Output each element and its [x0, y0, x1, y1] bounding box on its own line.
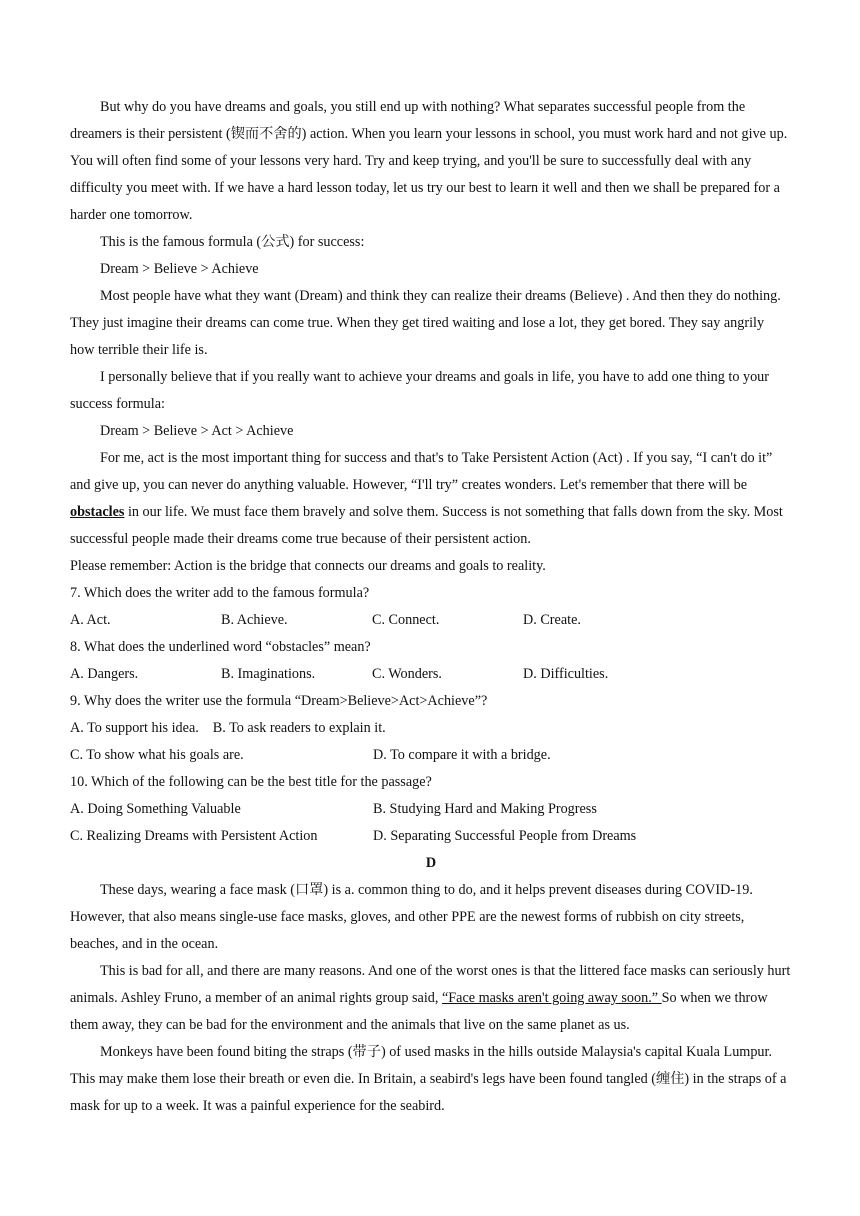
question-10-options-row-1	[70, 796, 792, 823]
question-10-stem: 10. Which of the following can be the best title for the passage?	[70, 774, 432, 790]
option-7a: A. Act.	[70, 612, 111, 628]
question-7-options	[70, 607, 792, 634]
passage-d-paragraph-3: Monkeys have been found biting the straps (带子) of used masks in the hills outside Malaysia's capital Kuala Lumpur. This may make them lose their breath or even die. In Britain, a seabird's legs have been found tangled (缠住) in the straps of a mask for up to a week. It was a painful experience for the seabird.	[70, 1044, 787, 1114]
option-9a: A. To support his idea.	[70, 720, 199, 736]
paragraph-5-text-before: For me, act is the most important thing for success and that's to Take Persistent Action (Act) . If you say, “I can't do it” and give up, you can never do anything valuable. However, “I'll try” creates wonders. Let's remember that there will be	[70, 450, 773, 493]
passage-d-heading: D	[425, 855, 437, 871]
passage-c-paragraph-4: I personally believe that if you really want to achieve your dreams and goals in life, you have to add one thing to your success formula:	[70, 369, 769, 412]
formula-2: Dream > Believe > Act > Achieve	[100, 423, 294, 439]
option-8d: D. Difficulties.	[523, 666, 609, 682]
paragraph-d2-text-after: So when we throw them away, they can be bad for the environment and the animals that live on the same planet as us.	[70, 990, 768, 1033]
question-9-stem: 9. Why does the writer use the formula “Dream>Believe>Act>Achieve”?	[70, 693, 488, 709]
document-content	[70, 94, 792, 1120]
option-10d: D. Separating Successful People from Dreams	[373, 828, 637, 844]
option-10b: B. Studying Hard and Making Progress	[373, 801, 597, 817]
question-7-stem: 7. Which does the writer add to the famous formula?	[70, 585, 370, 601]
question-8-options	[70, 661, 792, 688]
question-9-options-row-2	[70, 742, 792, 769]
passage-d-paragraph-1: These days, wearing a face mask (口罩) is a. common thing to do, and it helps prevent diseases during COVID-19. However, that also means single-use face masks, gloves, and other PPE are the newest forms of rubbish on city streets, beaches, and in the ocean.	[70, 882, 753, 952]
passage-c-paragraph-3: Most people have what they want (Dream) and think they can realize their dreams (Believe) . And then they do nothing. They just imagine their dreams can come true. When they get tired waiting and lose a lot, they get bored. They say angrily how terrible their life is.	[70, 288, 781, 358]
option-10c: C. Realizing Dreams with Persistent Action	[70, 828, 318, 844]
option-8b: B. Imaginations.	[221, 666, 316, 682]
formula-1: Dream > Believe > Achieve	[100, 261, 259, 277]
option-9d: D. To compare it with a bridge.	[373, 747, 551, 763]
question-9-options-row-1	[70, 715, 792, 742]
paragraph-d2-text-before: This is bad for all, and there are many reasons. And one of the worst ones is that the littered face masks can seriously hurt animals. Ashley Fruno, a member of an animal rights group said,	[70, 963, 791, 1006]
option-8c: C. Wonders.	[372, 666, 442, 682]
underlined-quote: “Face masks aren't going away soon.”	[441, 990, 662, 1006]
passage-c-paragraph-1: But why do you have dreams and goals, you still end up with nothing? What separates successful people from the dreamers is their persistent (锲而不舍的) action. When you learn your lessons in school, you must work hard and not give up. You will often find some of your lessons very hard. Try and keep trying, and you'll be sure to successfully deal with any difficulty you meet with. If we have a hard lesson today, let us try our best to learn it well and then we shall be prepared for a harder one tomorrow.	[70, 99, 788, 223]
option-10a: A. Doing Something Valuable	[70, 801, 241, 817]
option-7b: B. Achieve.	[221, 612, 288, 628]
underlined-keyword-obstacles: obstacles	[70, 504, 125, 520]
question-10-options-row-2	[70, 823, 792, 850]
option-7c: C. Connect.	[372, 612, 440, 628]
passage-d-paragraph-2	[70, 958, 792, 1039]
paragraph-5-text-after: in our life. We must face them bravely and solve them. Success is not something that falls down from the sky. Most successful people made their dreams come true because of their persistent action.	[70, 504, 783, 547]
passage-c-paragraph-6: Please remember: Action is the bridge that connects our dreams and goals to reality.	[70, 558, 546, 574]
option-7d: D. Create.	[523, 612, 581, 628]
question-8-stem: 8. What does the underlined word “obstacles” mean?	[70, 639, 371, 655]
option-9b: B. To ask readers to explain it.	[212, 720, 386, 736]
passage-c-paragraph-2: This is the famous formula (公式) for success:	[100, 234, 365, 250]
option-8a: A. Dangers.	[70, 666, 139, 682]
passage-c-paragraph-5	[70, 445, 792, 553]
option-9c: C. To show what his goals are.	[70, 747, 244, 763]
